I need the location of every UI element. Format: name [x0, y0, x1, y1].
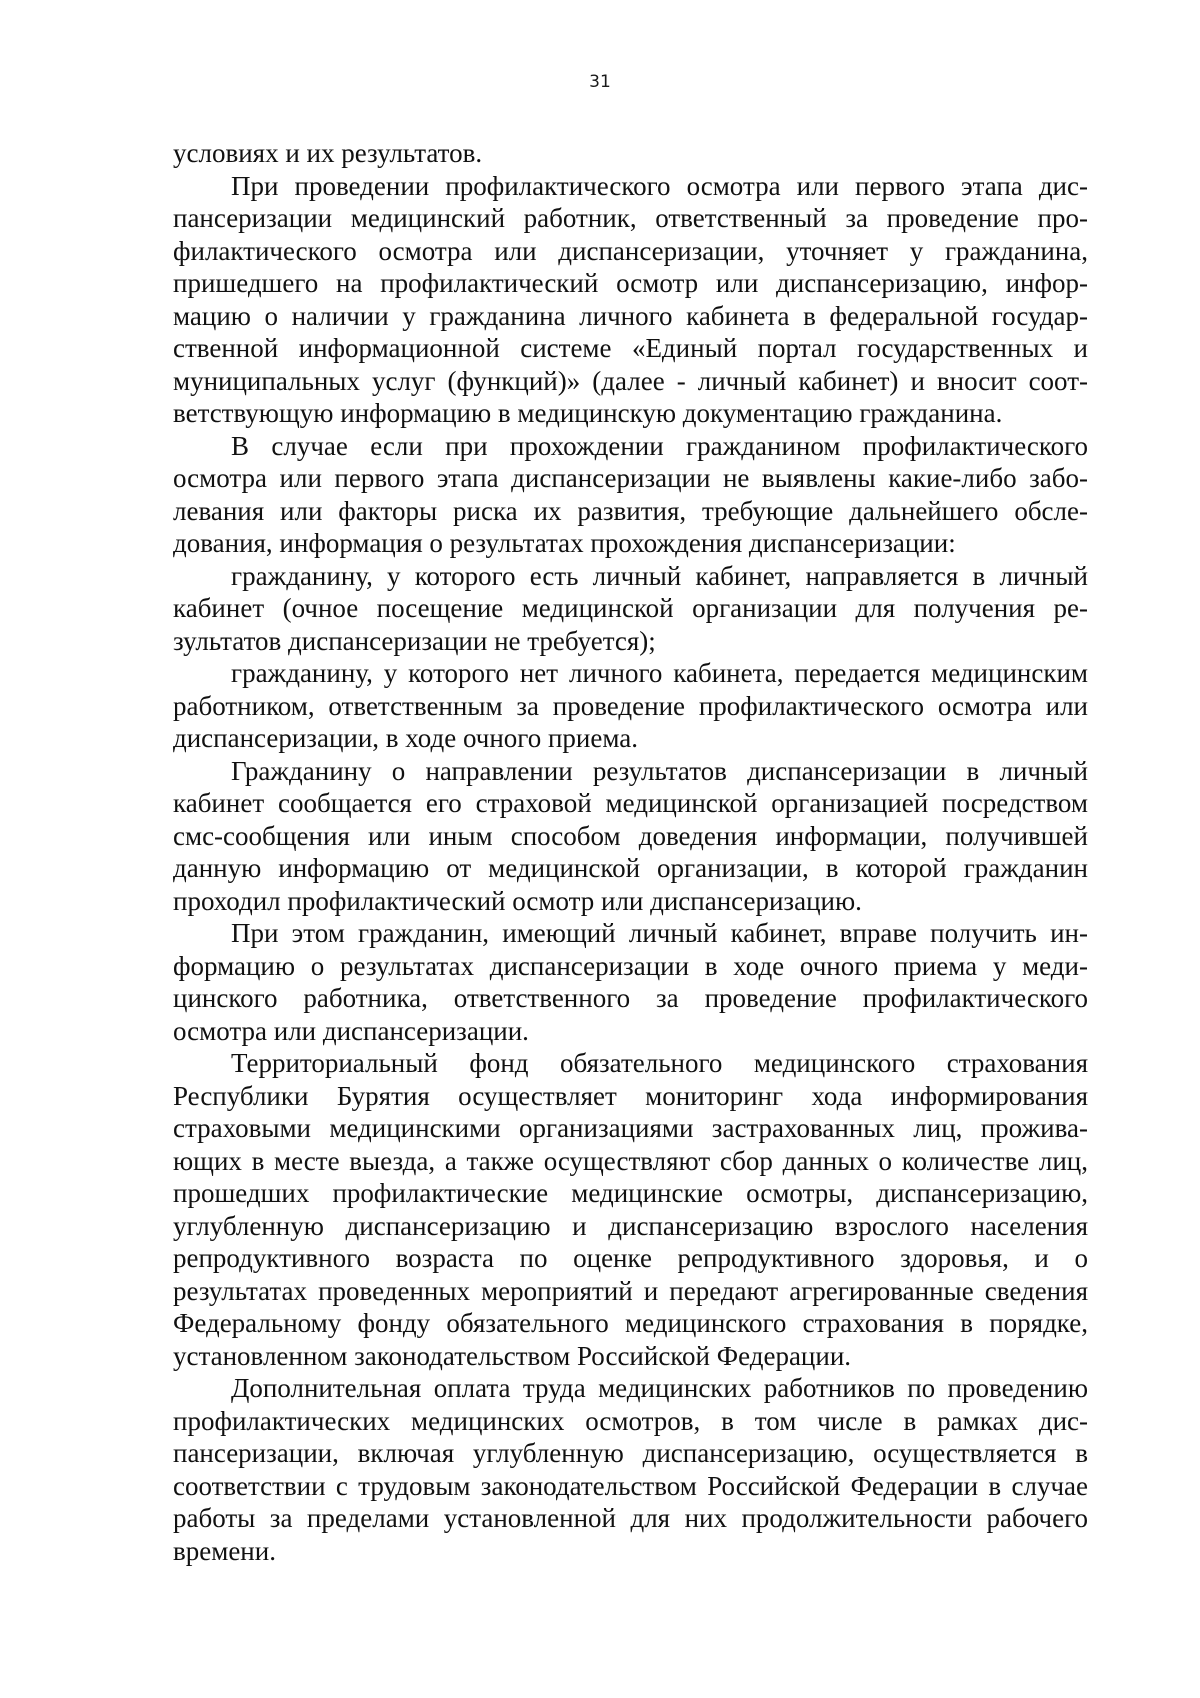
paragraph-additional-pay: Дополнительная оплата труда медицинских работников по проведению профилактических медицинских осмотров, в том числе в рамках диспансеризации, включая углубленную диспансеризацию, осуществляется в соответствии с трудовым законодательством Российской Федерации в случае работы за пределами установленной для них продолжительности рабочего времени. — [173, 1373, 1088, 1566]
paragraph-contact-check: При проведении профилактического осмотра или первого этапа диспансеризации медицинский работник, ответственный за проведение профилактического осмотра или диспансеризации, уточняет у гражданина, пришедшего на профилактический осмотр или диспансеризацию, информацию о наличии у гражданина личного кабинета в федеральной государственной информационной системе «Единый портал государственных и муниципальных услуг (функций)» (далее - личный кабинет) и вносит соответствующую информацию в медицинскую документацию гражданина. — [173, 170, 1088, 428]
paragraph-with-cabinet: гражданину, у которого есть личный кабинет, направляется в личный кабинет (очное посещение медицинской организации для получения результатов диспансеризации не требуется); — [173, 560, 1088, 656]
paragraph-without-cabinet: гражданину, у которого нет личного кабинета, передается медицинским работником, ответственным за проведение профилактического осмотра или диспансеризации, в ходе очного приема. — [173, 658, 1088, 753]
page-number: 31 — [589, 72, 611, 92]
paragraph-results-info: В случае если при прохождении гражданином профилактического осмотра или первого этапа диспансеризации не выявлены какие-либо заболевания или факторы риска их развития, требующие дальнейшего обследования, информация о результатах прохождения диспансеризации: — [173, 430, 1088, 558]
paragraph-in-person-right: При этом гражданин, имеющий личный кабинет, вправе получить информацию о результатах диспансеризации в ходе очного приема у медицинского работника, ответственного за проведение профилактического осмотра или диспансеризации. — [173, 918, 1088, 1046]
paragraph-fund-monitoring: Территориальный фонд обязательного медицинского страхования Республики Бурятия осуществляет мониторинг хода информирования страховыми медицинскими организациями застрахованных лиц, проживающих в месте выезда, а также осуществляют сбор данных о количестве лиц, прошедших профилактические медицинские осмотры, диспансеризацию, углубленную диспансеризацию и диспансеризацию взрослого населения репродуктивного возраста по оценке репродуктивного здоровья, и о результатах проведенных мероприятий и передают агрегированные сведения Федеральному фонду обязательного медицинского страхования в порядке, установленном законодательством Российской Федерации. — [173, 1048, 1088, 1371]
document-body — [173, 137, 1088, 1567]
paragraph-sms-notice: Гражданину о направлении результатов диспансеризации в личный кабинет сообщается его страховой медицинской организацией посредством смс-сообщения или иным способом доведения информации, получившей данную информацию от медицинской организации, в которой гражданин проходил профилактический осмотр или диспансеризацию. — [173, 755, 1088, 916]
paragraph-continuation: условиях и их результатов. — [173, 138, 483, 168]
